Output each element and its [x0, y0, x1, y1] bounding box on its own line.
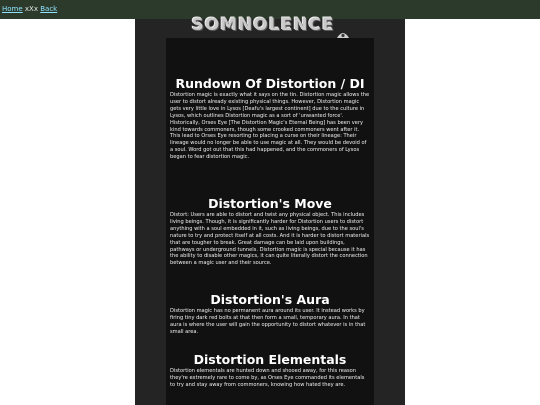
- section-title: Distortion's Move: [208, 196, 332, 211]
- section-elementals: [170, 352, 370, 389]
- section-title: Distortion's Aura: [210, 292, 330, 307]
- site-logo[interactable]: [191, 15, 341, 35]
- nav-separator: xXx: [24, 5, 38, 13]
- section-title: Rundown Of Distortion / DI: [175, 76, 365, 91]
- home-link[interactable]: Home: [2, 5, 23, 13]
- back-link[interactable]: Back: [40, 5, 58, 13]
- section-aura: [170, 292, 370, 336]
- section-move: [170, 196, 370, 267]
- section-title: Distortion Elementals: [193, 352, 347, 367]
- section-body: Distortion elementals are hunted down and shooed away, for this reason they're extremely rare to come by, as Orses Eye commanded its elementals to try and stay away from commoners, knowing how hated they are.: [170, 368, 365, 388]
- section-body: Distortion magic is exactly what it says on the tin. Distortion magic allows the user to distort already existing physical things. However, Distortion magic gets very little love in Lysos [Deafu's largest continent] due to the culture in Lysos, which outlines Distortion magic as a sort of 'unwanted force'. Historically, Orses Eye [The Distortion Magic's Eternal Being] has been very kind towards commoners, though some crooked commoners went after it. This lead to Orses Eye resorting to placing a curse on their lineage: Their lineage would no longer be able to use magic at all. They would be devoid of a soul. Word got out that this had happened, and the commoners of Lysos began to fear distortion magic.: [170, 92, 370, 161]
- section-body: Distort: Users are able to distort and twist any physical object. This includes living beings. Though, it is significantly harder for Distortion users to distort anything with a soul embedded in it, such as living beings, due to the soul's nature to try and protect itself at all costs. And it is harder to distort materials that are tougher to break. Great damage can be laid upon buildings, pathways or underground tunnels. Distortion magic is special because it has the ability to disable other magics, it can quite literally distort the connection between a magic user and their source.: [170, 212, 370, 267]
- section-body: Distortion magic has no permanent aura around its user. It instead works by firing tiny dark red bolts at that then form a small, temporary aura. In that aura is where the user will gain the opportunity to distort whatever is in that small area.: [170, 308, 366, 335]
- eye-icon: [337, 23, 349, 31]
- logo-text: SOMNOLENCE: [191, 15, 335, 35]
- section-rundown: [170, 76, 370, 161]
